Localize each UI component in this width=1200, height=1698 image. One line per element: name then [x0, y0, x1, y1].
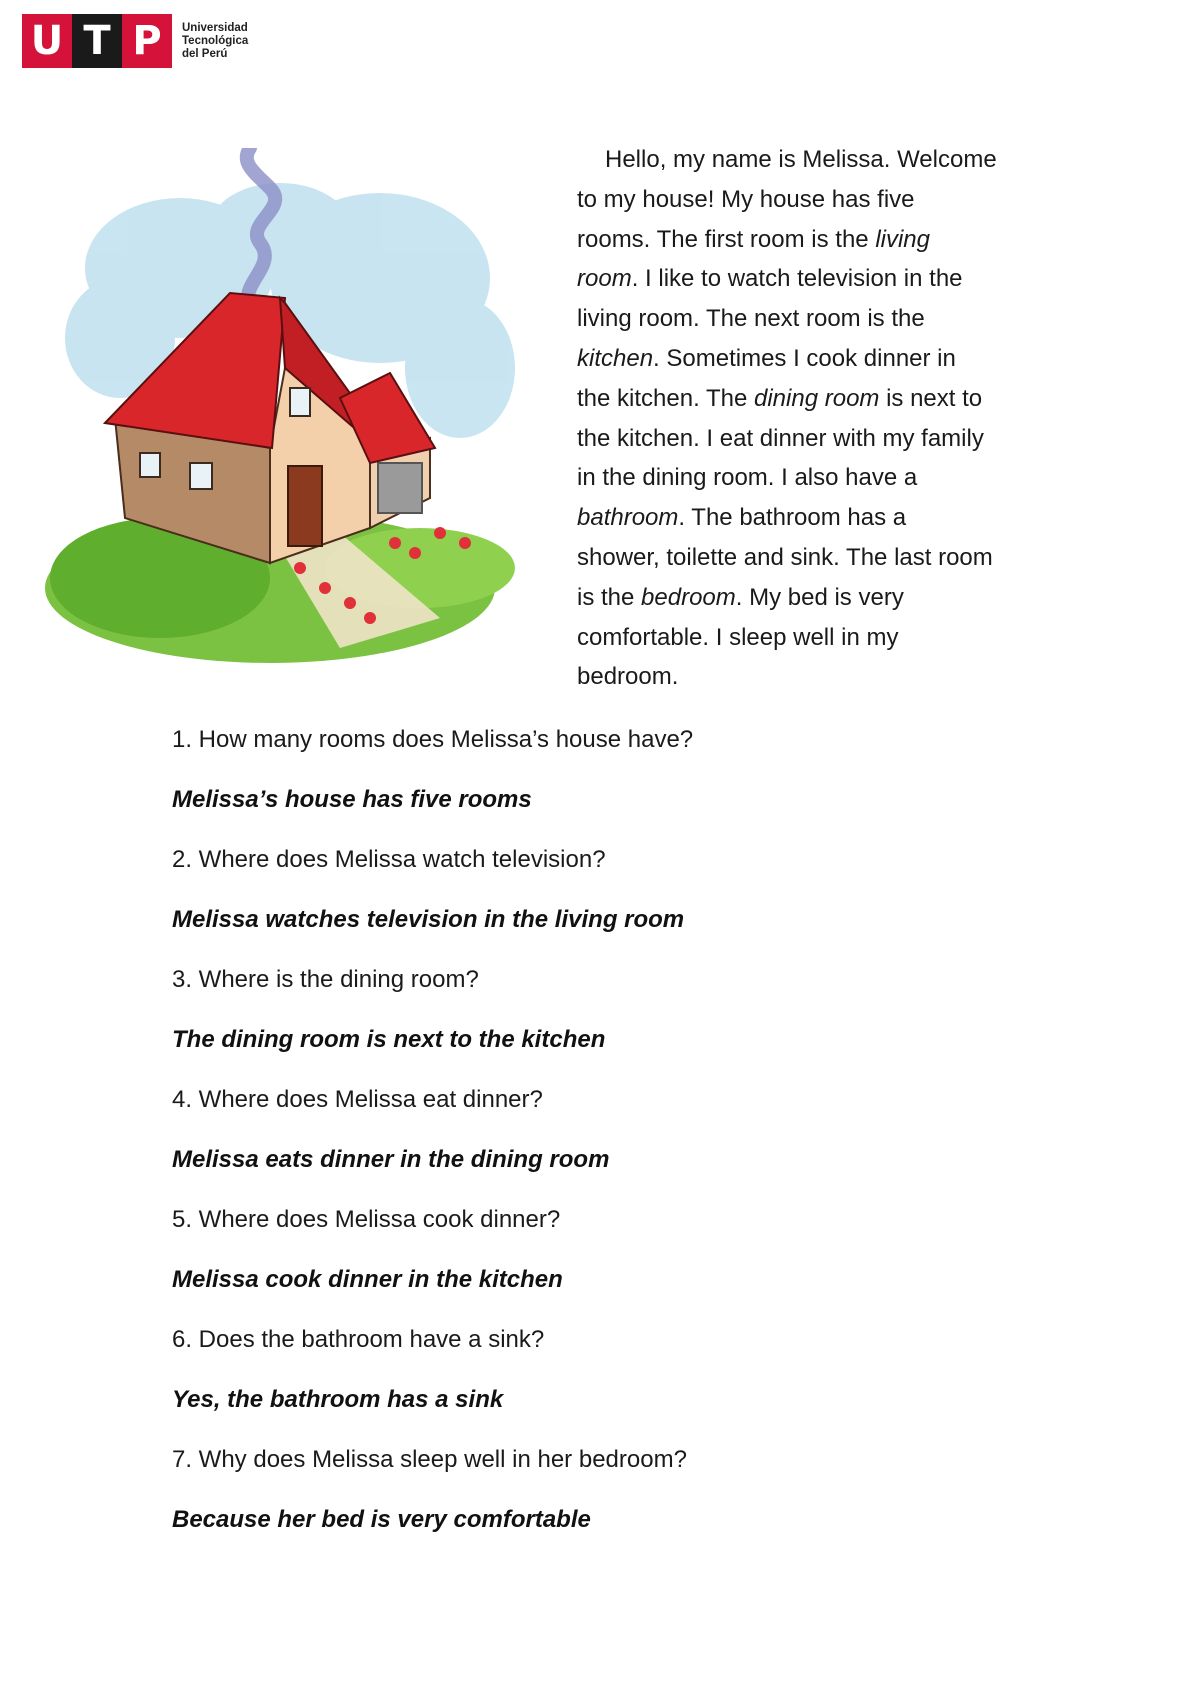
- window-icon: [140, 453, 160, 477]
- story-line: [577, 140, 1047, 180]
- story-text: comfortable. I sleep well in my: [577, 623, 899, 651]
- answer-4: Melissa eats dinner in the dining room: [172, 1146, 610, 1173]
- story-text: . My bed is very: [735, 583, 904, 611]
- window-icon: [190, 463, 212, 489]
- question-6: 6. Does the bathroom have a sink?: [172, 1326, 545, 1353]
- story-italic-text: dining room: [754, 384, 880, 412]
- answer-3: The dining room is next to the kitchen: [172, 1026, 606, 1053]
- question-5: 5. Where does Melissa cook dinner?: [172, 1206, 561, 1233]
- story-line: [577, 498, 1047, 538]
- logo-name-line-1: Universidad: [182, 21, 248, 34]
- story-line: [577, 379, 1047, 419]
- question-1: 1. How many rooms does Melissa’s house have?: [172, 726, 694, 753]
- logo-letter-t: T: [72, 14, 122, 68]
- story-text: living room. The next room is the: [577, 305, 925, 333]
- answer-1: Melissa’s house has five rooms: [172, 786, 532, 813]
- question-2: 2. Where does Melissa watch television?: [172, 846, 606, 873]
- story-text: the kitchen. The: [577, 384, 754, 412]
- answer-2: Melissa watches television in the living room: [172, 906, 685, 933]
- story-text: is next to: [879, 384, 983, 412]
- utp-logo: [22, 14, 248, 68]
- story-line: [577, 578, 1047, 618]
- story-line: [577, 220, 1047, 260]
- story-italic-text: bedroom: [641, 583, 736, 611]
- story-text: in the dining room. I also have a: [577, 464, 918, 492]
- answer-7: Because her bed is very comfortable: [172, 1506, 591, 1533]
- story-text: Hello, my name is Melissa. Welcome: [605, 146, 997, 173]
- logo-letter-p: P: [122, 14, 172, 68]
- answer-5: Melissa cook dinner in the kitchen: [172, 1266, 563, 1293]
- logo-letter-u: U: [22, 14, 72, 68]
- story-passage: [577, 140, 1047, 697]
- story-line: [577, 180, 1047, 220]
- story-text: rooms. The first room is the: [577, 225, 876, 253]
- story-line: [577, 657, 1047, 697]
- story-italic-text: bathroom: [577, 504, 679, 532]
- story-line: [577, 458, 1047, 498]
- story-text: . Sometimes I cook dinner in: [653, 344, 956, 372]
- question-3: 3. Where is the dining room?: [172, 966, 479, 993]
- story-line: [577, 538, 1047, 578]
- answer-6: Yes, the bathroom has a sink: [172, 1386, 504, 1413]
- window-icon: [290, 388, 310, 416]
- question-7: 7. Why does Melissa sleep well in her bedroom?: [172, 1446, 687, 1473]
- front-door: [288, 466, 322, 546]
- story-text: the kitchen. I eat dinner with my family: [577, 424, 984, 452]
- story-italic-text: kitchen: [577, 344, 654, 372]
- story-text: is the: [577, 583, 642, 611]
- story-text: bedroom.: [577, 663, 679, 691]
- house-illustration: [40, 148, 530, 678]
- story-text: shower, toilette and sink. The last room: [577, 543, 993, 571]
- story-text: to my house! My house has five: [577, 185, 915, 213]
- logo-name-line-3: del Perú: [182, 47, 228, 60]
- logo-university-name: [182, 22, 248, 61]
- story-line: [577, 259, 1047, 299]
- logo-name-line-2: Tecnológica: [182, 34, 249, 47]
- story-italic-text: room: [577, 265, 632, 293]
- story-line: [577, 419, 1047, 459]
- garage-door: [378, 463, 422, 513]
- question-4: 4. Where does Melissa eat dinner?: [172, 1086, 543, 1113]
- story-italic-text: living: [875, 225, 931, 253]
- story-line: [577, 299, 1047, 339]
- story-text: . The bathroom has a: [678, 504, 907, 532]
- story-line: [577, 618, 1047, 658]
- question-answer-list: [172, 718, 1072, 1558]
- story-text: . I like to watch television in the: [631, 265, 963, 293]
- story-line: [577, 339, 1047, 379]
